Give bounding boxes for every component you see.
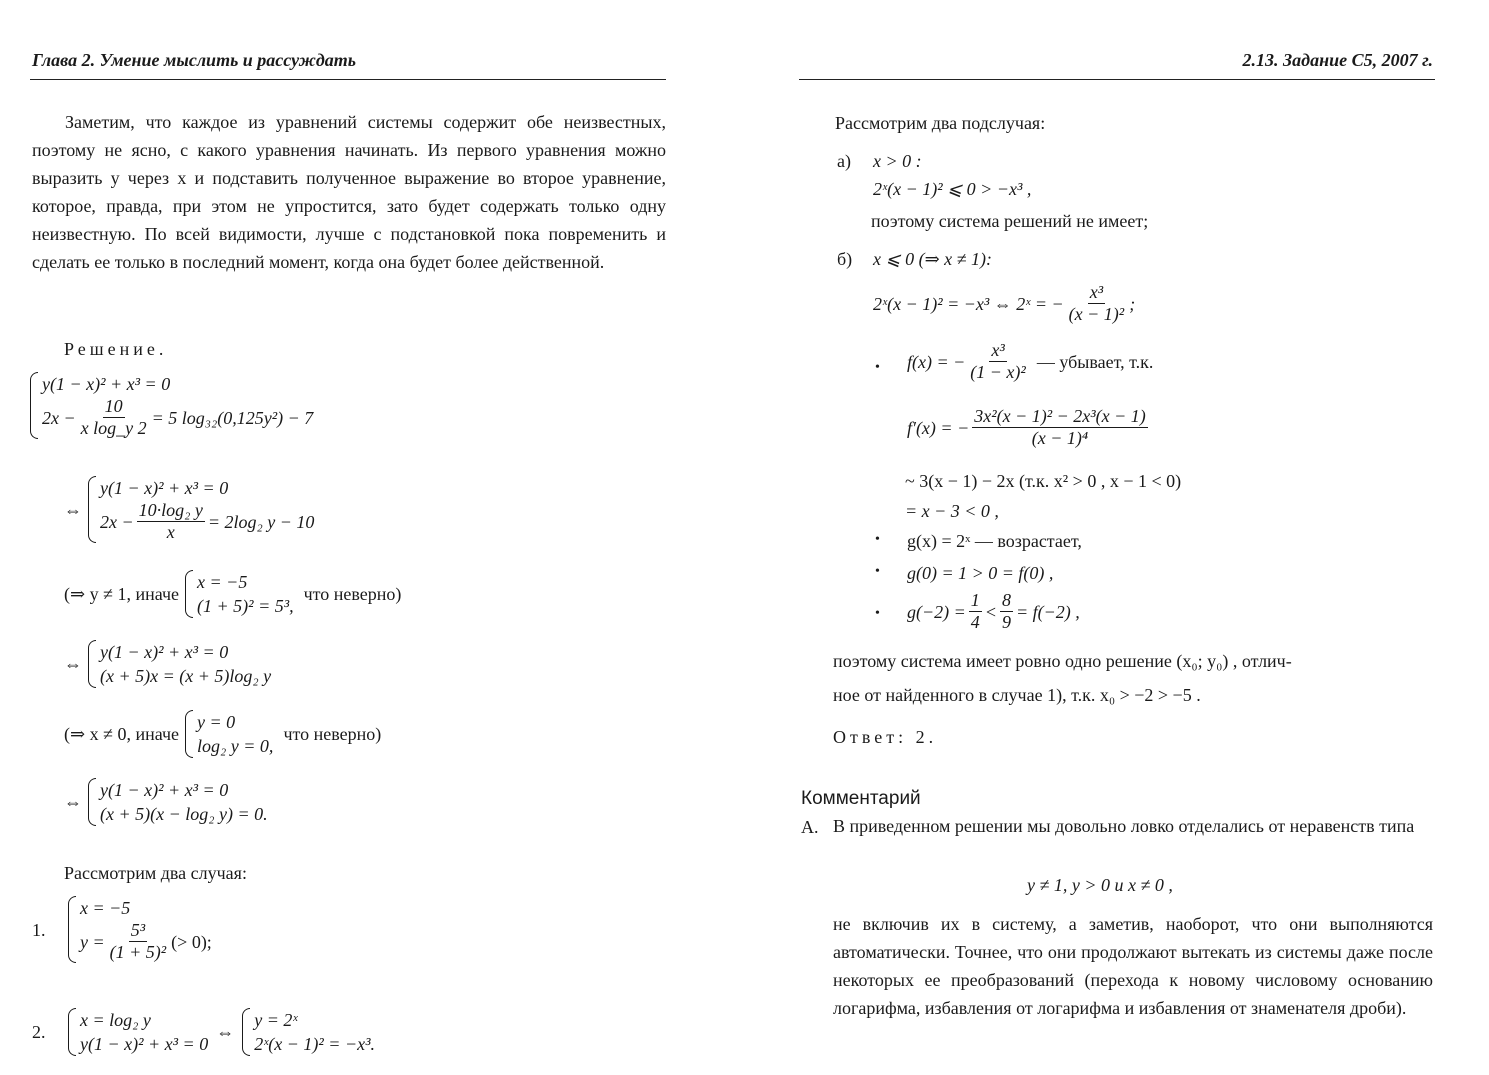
system-1-eq2-left: 2x − bbox=[42, 407, 76, 428]
case-2-arrow: ⇔ bbox=[216, 1022, 235, 1042]
system-4-eq2: (x + 5)(x − log₂ y) = 0. bbox=[100, 804, 268, 824]
case-1-eq1: x = −5 bbox=[80, 898, 131, 918]
bullet-1-mark: • bbox=[875, 360, 880, 375]
bullet-4-num-1: 1 bbox=[970, 590, 980, 610]
note-2-prefix: (⇒ x ≠ 0, иначе bbox=[64, 724, 180, 744]
note-1 bbox=[64, 570, 401, 618]
note-2-suffix: что неверно) bbox=[283, 724, 382, 744]
comment-a-rest: не включив их в систему, а заметив, наоборот, что они выполняются автоматически. Точнее, что они продолжают вытекать из системы даже после некоторых ее преобразований (перехода к новому числовому основанию логарифма, избавления от логарифма и избавления от знаменателя дроби). bbox=[833, 914, 1433, 1018]
bullet-1-formula bbox=[907, 340, 1153, 383]
system-2 bbox=[64, 476, 314, 543]
system-2-den: x bbox=[166, 522, 175, 542]
case-2 bbox=[32, 1008, 375, 1056]
system-2-num: 10·log₂ y bbox=[138, 500, 203, 520]
bullet-1-den: (1 − x)² bbox=[970, 362, 1026, 382]
system-3-arrow: ⇔ bbox=[64, 654, 82, 674]
system-1-num: 10 bbox=[104, 396, 123, 416]
running-head-right: 2.13. Задание С5, 2007 г. bbox=[1242, 50, 1433, 70]
header-rule-left bbox=[30, 79, 666, 80]
system-2-arrow: ⇔ bbox=[64, 499, 82, 520]
system-2-eq1: y(1 − x)² + x³ = 0 bbox=[100, 478, 229, 498]
note-2-eq1: y = 0 bbox=[197, 712, 236, 732]
bullet-1-deriv-num: 3x²(x − 1)² − 2x³(x − 1) bbox=[974, 406, 1146, 426]
system-4-eq1: y(1 − x)² + x³ = 0 bbox=[100, 780, 229, 800]
bullet-1-line-3: = x − 3 < 0 , bbox=[905, 501, 999, 521]
bullet-1-deriv-left: f′(x) = − bbox=[907, 417, 970, 438]
conclusion-line-1: поэтому система имеет ровно одно решение (x₀; y₀) , отлич- bbox=[833, 651, 1292, 671]
case-1-eq2-right: (> 0); bbox=[171, 931, 212, 952]
case-2-eq3: y = 2ˣ bbox=[254, 1010, 298, 1030]
solution-label: Решение. bbox=[64, 339, 168, 359]
note-1-eq1: x = −5 bbox=[197, 572, 248, 592]
bullet-4-mid: < bbox=[984, 601, 997, 622]
case-1 bbox=[32, 896, 212, 963]
bullet-1-text: — убывает, т.к. bbox=[1036, 351, 1154, 372]
bullet-1-line-2: ~ 3(x − 1) − 2x (т.к. x² > 0 , x − 1 < 0) bbox=[905, 471, 1182, 491]
answer: Ответ: 2. bbox=[833, 727, 938, 747]
system-3-eq2: (x + 5)x = (x + 5)log₂ y bbox=[100, 666, 272, 686]
intro-paragraph: Заметим, что каждое из уравнений системы содержит обе неизвестных, поэтому не ясно, с какого уравнения начинать. Из первого уравнения можно выразить y через x и подставить полученное выражение во второе уравнение, которое, правда, при этом не упростится, зато будет содержать только одну неизвестную. По всей видимости, лучше с подстановкой пока повременить и сделать ее только в последний момент, когда она будет более действенной. bbox=[32, 112, 666, 272]
bullet-3-mark: • bbox=[875, 564, 880, 579]
bullet-4-mark: • bbox=[875, 606, 880, 621]
comment-a-label: А. bbox=[801, 817, 819, 837]
case-2-number: 2. bbox=[32, 1022, 46, 1042]
system-1 bbox=[30, 372, 313, 439]
note-1-prefix: (⇒ y ≠ 1, иначе bbox=[64, 584, 180, 604]
case-1-den: (1 + 5)² bbox=[109, 942, 167, 962]
inequalities: y ≠ 1, y > 0 и x ≠ 0 , bbox=[1027, 875, 1173, 895]
running-head-left: Глава 2. Умение мыслить и рассуждать bbox=[32, 50, 356, 70]
sub-b-formula-left: 2ˣ(x − 1)² = −x³ ⇔ 2ˣ = − bbox=[873, 293, 1064, 314]
bullet-4-right: = f(−2) , bbox=[1015, 601, 1080, 622]
cases-intro: Рассмотрим два случая: bbox=[64, 863, 247, 883]
note-2-eq2: log₂ y = 0, bbox=[197, 736, 274, 756]
sub-a-label: а) bbox=[837, 151, 851, 171]
bullet-1-left: f(x) = − bbox=[907, 351, 966, 372]
bullet-4-den-2: 9 bbox=[1001, 612, 1011, 632]
sub-b-condition: x ⩽ 0 (⇒ x ≠ 1): bbox=[873, 249, 993, 269]
bullet-1-num: x³ bbox=[991, 340, 1005, 360]
system-1-eq1: y(1 − x)² + x³ = 0 bbox=[42, 374, 171, 394]
case-1-num: 5³ bbox=[130, 920, 146, 940]
sub-a-condition: x > 0 : bbox=[873, 151, 922, 171]
note-2 bbox=[64, 710, 381, 758]
system-2-eq2-right: = 2log₂ y − 10 bbox=[207, 511, 315, 532]
note-1-eq2: (1 + 5)² = 5³, bbox=[197, 596, 294, 616]
sub-b-label: б) bbox=[837, 249, 853, 269]
sub-a-conclusion: поэтому система решений не имеет; bbox=[871, 211, 1149, 231]
bullet-1-derivative bbox=[907, 406, 1151, 449]
case-1-number: 1. bbox=[32, 919, 46, 940]
system-4-arrow: ⇔ bbox=[64, 792, 82, 812]
bullet-4-den-1: 4 bbox=[970, 612, 980, 632]
subcases-intro: Рассмотрим два подслучая: bbox=[835, 113, 1046, 133]
sub-b-den: (x − 1)² bbox=[1068, 304, 1125, 324]
sub-a-formula: 2ˣ(x − 1)² ⩽ 0 > −x³ , bbox=[873, 179, 1032, 199]
sub-b-formula-right: ; bbox=[1129, 293, 1136, 314]
right-page bbox=[745, 0, 1489, 1075]
system-3 bbox=[64, 640, 271, 688]
note-1-suffix: что неверно) bbox=[303, 584, 402, 604]
header-rule-right bbox=[799, 79, 1435, 80]
system-3-eq1: y(1 − x)² + x³ = 0 bbox=[100, 642, 229, 662]
system-4 bbox=[64, 778, 268, 826]
system-2-eq2-left: 2x − bbox=[100, 511, 134, 532]
case-2-eq1: x = log₂ y bbox=[80, 1010, 151, 1030]
comment-a-text: В приведенном решении мы довольно ловко отделались от неравенств типа bbox=[833, 816, 1415, 836]
system-1-eq2-right: = 5 log₃₂(0,125y²) − 7 bbox=[151, 407, 314, 428]
bullet-4-formula bbox=[907, 590, 1080, 633]
bullet-4-num-2: 8 bbox=[1001, 590, 1011, 610]
sub-b-formula bbox=[873, 282, 1135, 325]
case-1-eq2-left: y = bbox=[80, 931, 105, 952]
bullet-2-text: g(x) = 2ˣ — возрастает, bbox=[907, 531, 1082, 551]
system-1-den: x log_y 2 bbox=[80, 418, 147, 438]
bullet-2-mark: • bbox=[875, 532, 880, 547]
sub-b-num: x³ bbox=[1089, 282, 1104, 302]
comment-heading: Комментарий bbox=[801, 788, 921, 809]
case-2-eq2: y(1 − x)² + x³ = 0 bbox=[80, 1034, 209, 1054]
bullet-1-deriv-den: (x − 1)⁴ bbox=[1031, 428, 1089, 448]
case-2-eq4: 2ˣ(x − 1)² = −x³. bbox=[254, 1034, 375, 1054]
conclusion-line-2: ное от найденного в случае 1), т.к. x₀ > −2 > −5 . bbox=[833, 685, 1201, 705]
bullet-4-left: g(−2) = bbox=[907, 601, 966, 622]
bullet-3-text: g(0) = 1 > 0 = f(0) , bbox=[907, 563, 1054, 583]
